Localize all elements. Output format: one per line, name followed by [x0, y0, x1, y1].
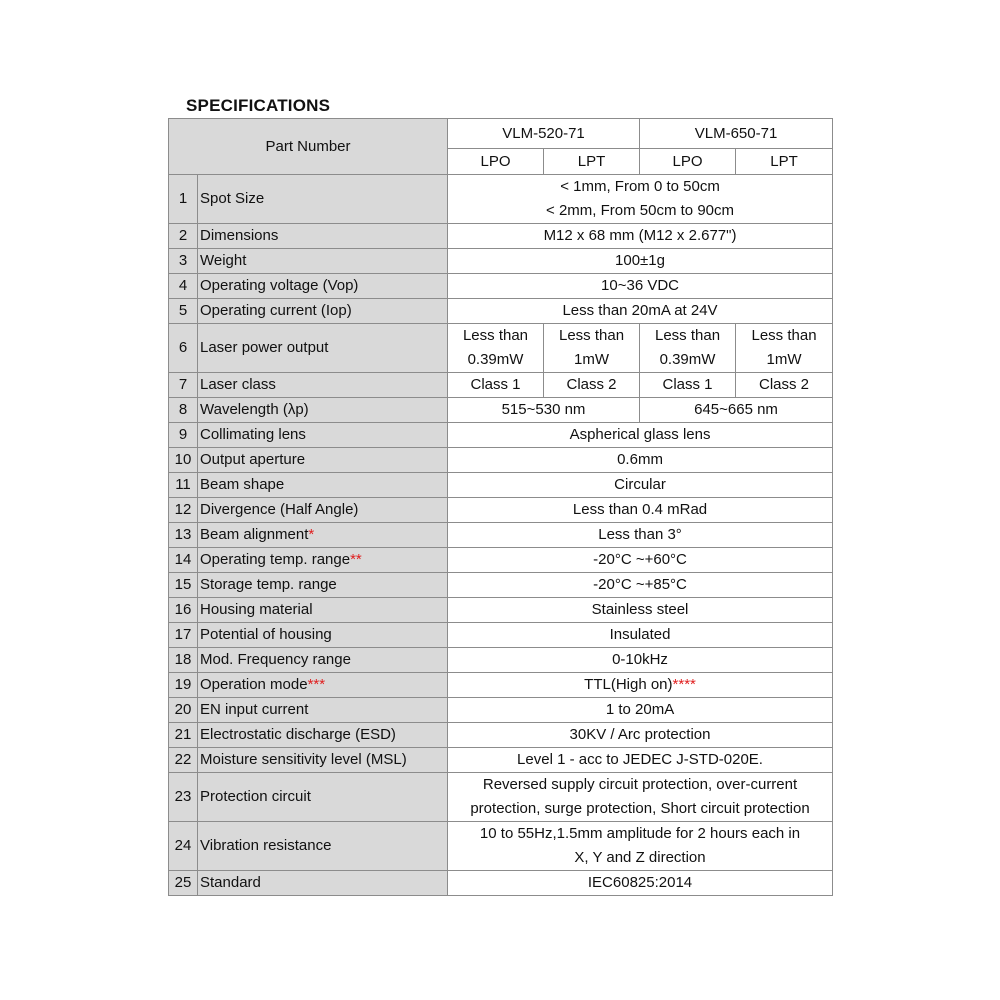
- row-label: Vibration resistance: [198, 822, 448, 871]
- table-row: [169, 822, 833, 871]
- row-value: Circular: [448, 473, 833, 498]
- row-value: M12 x 68 mm (M12 x 2.677"): [448, 224, 833, 249]
- row-number: 25: [169, 871, 198, 896]
- row-number: 6: [169, 324, 198, 373]
- row-label: Electrostatic discharge (ESD): [198, 723, 448, 748]
- row-value-line: Less than: [558, 327, 625, 344]
- row-value: 30KV / Arc protection: [448, 723, 833, 748]
- row-value: Level 1 - acc to JEDEC J-STD-020E.: [448, 748, 833, 773]
- row-label: [198, 548, 448, 573]
- row-value: Class 1: [448, 373, 544, 398]
- row-number: 10: [169, 448, 198, 473]
- table-row: [169, 175, 833, 224]
- row-value: -20°C ~+85°C: [448, 573, 833, 598]
- model-header-520: VLM-520-71: [448, 119, 640, 149]
- row-label: Dimensions: [198, 224, 448, 249]
- row-number: 13: [169, 523, 198, 548]
- row-value-line: 1mW: [766, 351, 802, 368]
- row-value-line: < 1mm, From 0 to 50cm: [560, 178, 720, 195]
- row-value: 10~36 VDC: [448, 274, 833, 299]
- row-value-line: 10 to 55Hz,1.5mm amplitude for 2 hours each in: [479, 825, 801, 842]
- row-label: Collimating lens: [198, 423, 448, 448]
- row-number: 19: [169, 673, 198, 698]
- table-row: [169, 423, 833, 448]
- row-value: [640, 324, 736, 373]
- row-label: Spot Size: [198, 175, 448, 224]
- row-number: 5: [169, 299, 198, 324]
- row-value: Class 2: [736, 373, 833, 398]
- row-label: Beam shape: [198, 473, 448, 498]
- spec-table: [168, 118, 833, 896]
- footnote-mark: ***: [307, 676, 326, 693]
- row-value: Less than 20mA at 24V: [448, 299, 833, 324]
- row-number: 15: [169, 573, 198, 598]
- row-value: [448, 175, 833, 224]
- table-row: [169, 648, 833, 673]
- row-value-line: < 2mm, From 50cm to 90cm: [546, 202, 734, 219]
- row-number: 21: [169, 723, 198, 748]
- row-number: 16: [169, 598, 198, 623]
- variant-header: LPO: [448, 149, 544, 175]
- row-value: 515~530 nm: [448, 398, 640, 423]
- row-value-line: Less than: [654, 327, 721, 344]
- table-row: [169, 548, 833, 573]
- row-value: 0.6mm: [448, 448, 833, 473]
- row-value-line: X, Y and Z direction: [574, 849, 706, 866]
- table-row: [169, 673, 833, 698]
- row-label-text: Operating temp. range: [200, 551, 351, 568]
- footnote-mark: **: [350, 551, 362, 568]
- row-label: Laser class: [198, 373, 448, 398]
- row-label-text: Operation mode: [200, 676, 308, 693]
- variant-header: LPT: [544, 149, 640, 175]
- row-number: 22: [169, 748, 198, 773]
- table-row: [169, 224, 833, 249]
- table-row: [169, 324, 833, 373]
- row-value: Class 2: [544, 373, 640, 398]
- table-row: [169, 498, 833, 523]
- table-row: [169, 773, 833, 822]
- row-value-line: Reversed supply circuit protection, over-current: [482, 776, 798, 793]
- row-label: EN input current: [198, 698, 448, 723]
- row-value-line: protection, surge protection, Short circuit protection: [470, 800, 810, 817]
- table-row: [169, 723, 833, 748]
- row-value: Stainless steel: [448, 598, 833, 623]
- row-label: [198, 673, 448, 698]
- table-row: [169, 623, 833, 648]
- table-row: [169, 398, 833, 423]
- row-number: 2: [169, 224, 198, 249]
- row-value: [448, 324, 544, 373]
- row-number: 8: [169, 398, 198, 423]
- row-value: Less than 3°: [448, 523, 833, 548]
- row-number: 9: [169, 423, 198, 448]
- header-row-models: [169, 119, 833, 149]
- table-row: [169, 523, 833, 548]
- row-number: 1: [169, 175, 198, 224]
- row-value-line: 0.39mW: [659, 351, 716, 368]
- row-label-text: Beam alignment: [200, 526, 309, 543]
- row-value: [544, 324, 640, 373]
- row-number: 18: [169, 648, 198, 673]
- row-value-line: Less than: [751, 327, 817, 344]
- row-label: Output aperture: [198, 448, 448, 473]
- footnote-mark: *: [308, 526, 315, 543]
- page-title: SPECIFICATIONS: [186, 96, 331, 115]
- row-label: Potential of housing: [198, 623, 448, 648]
- row-value-line: 1mW: [574, 351, 609, 368]
- row-value-text: TTL(High on): [584, 676, 673, 693]
- row-label: [198, 523, 448, 548]
- row-label: Operating voltage (Vop): [198, 274, 448, 299]
- row-label: Moisture sensitivity level (MSL): [198, 748, 448, 773]
- row-value: [448, 673, 833, 698]
- table-row: [169, 473, 833, 498]
- row-label: Laser power output: [198, 324, 448, 373]
- row-value: Class 1: [640, 373, 736, 398]
- row-value: 0-10kHz: [448, 648, 833, 673]
- row-value: 645~665 nm: [640, 398, 833, 423]
- row-number: 11: [169, 473, 198, 498]
- table-row: [169, 299, 833, 324]
- part-number-header: Part Number: [169, 119, 448, 175]
- footnote-mark: ****: [672, 676, 696, 693]
- table-row: [169, 598, 833, 623]
- row-label: Wavelength (λp): [198, 398, 448, 423]
- table-row: [169, 373, 833, 398]
- table-row: [169, 871, 833, 896]
- row-number: 24: [169, 822, 198, 871]
- table-row: [169, 274, 833, 299]
- row-label: Divergence (Half Angle): [198, 498, 448, 523]
- row-value: IEC60825:2014: [448, 871, 833, 896]
- row-value: [448, 822, 833, 871]
- variant-header: LPT: [736, 149, 833, 175]
- table-row: [169, 698, 833, 723]
- table-row: [169, 573, 833, 598]
- table-row: [169, 249, 833, 274]
- row-number: 20: [169, 698, 198, 723]
- row-label: Housing material: [198, 598, 448, 623]
- table-row: [169, 748, 833, 773]
- row-label: Operating current (Iop): [198, 299, 448, 324]
- row-value: 1 to 20mA: [448, 698, 833, 723]
- row-number: 14: [169, 548, 198, 573]
- row-label: Mod. Frequency range: [198, 648, 448, 673]
- row-label: Standard: [198, 871, 448, 896]
- variant-header: LPO: [640, 149, 736, 175]
- row-value: 100±1g: [448, 249, 833, 274]
- row-number: 17: [169, 623, 198, 648]
- row-value-line: 0.39mW: [467, 351, 524, 368]
- row-value: -20°C ~+60°C: [448, 548, 833, 573]
- row-number: 12: [169, 498, 198, 523]
- row-label: Weight: [198, 249, 448, 274]
- row-number: 23: [169, 773, 198, 822]
- row-value: Less than 0.4 mRad: [448, 498, 833, 523]
- row-number: 7: [169, 373, 198, 398]
- row-value-line: Less than: [462, 327, 529, 344]
- row-label: Protection circuit: [198, 773, 448, 822]
- row-value: Insulated: [448, 623, 833, 648]
- row-number: 3: [169, 249, 198, 274]
- row-value: [736, 324, 833, 373]
- model-header-650: VLM-650-71: [640, 119, 833, 149]
- row-value: Aspherical glass lens: [448, 423, 833, 448]
- table-row: [169, 448, 833, 473]
- row-label: Storage temp. range: [198, 573, 448, 598]
- row-value: [448, 773, 833, 822]
- row-number: 4: [169, 274, 198, 299]
